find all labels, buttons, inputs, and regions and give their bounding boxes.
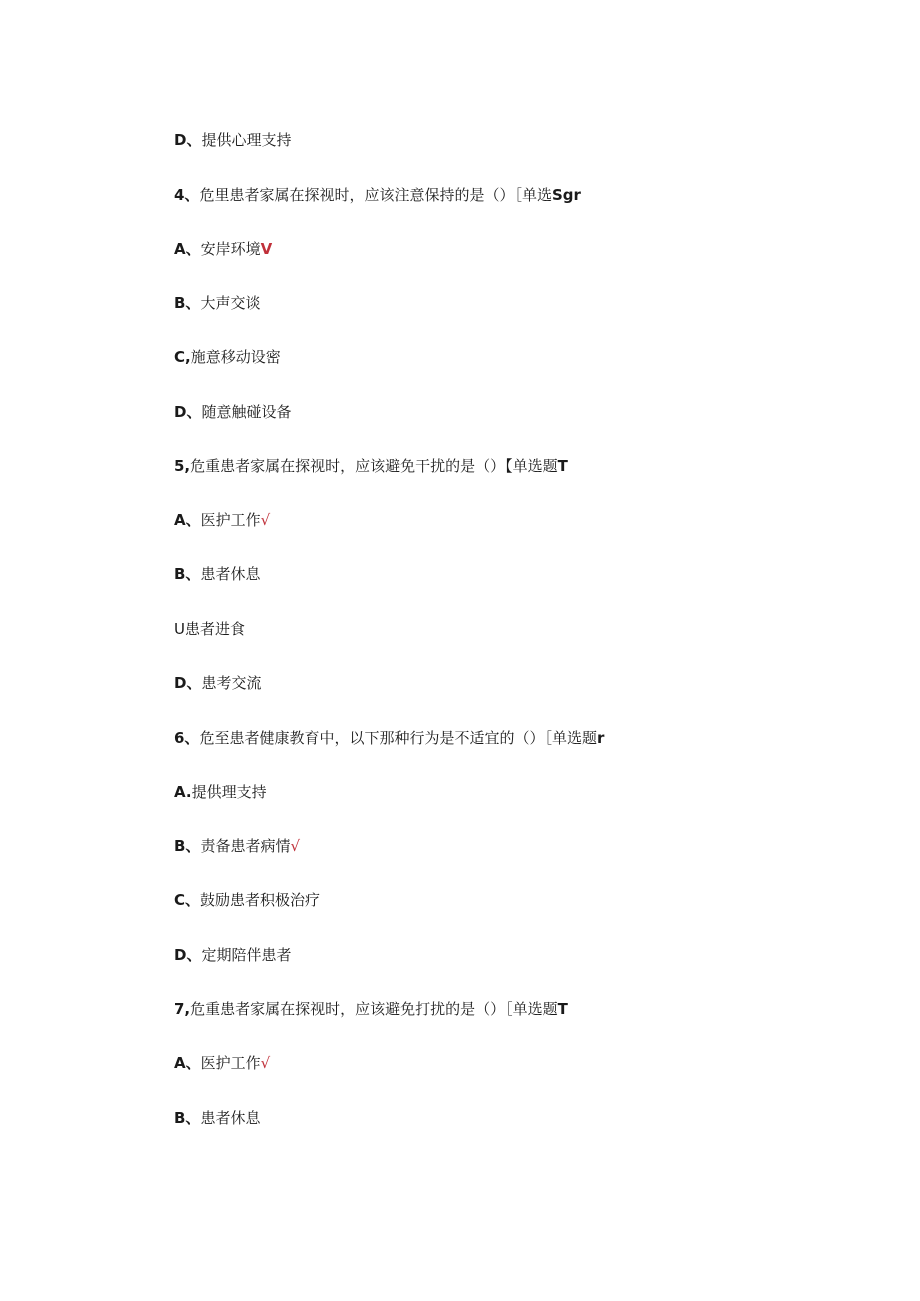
option-text: 责备患者病情	[200, 837, 291, 855]
option-text: 随意触碰设备	[201, 403, 292, 421]
option-b-line	[174, 293, 260, 313]
question-number: 5,	[174, 457, 191, 475]
question-text: 危至患者健康教育中，以下那种行为是不适宜的（）［单选题	[199, 729, 597, 747]
option-label: B、	[174, 565, 201, 583]
option-label: D、	[174, 674, 202, 692]
question-type-suffix: T	[557, 457, 568, 475]
option-label: C,	[174, 348, 191, 366]
question-text: 危重患者家属在探视时，应该避免干扰的是（）【单选题	[190, 457, 558, 475]
option-c-line	[174, 890, 320, 910]
option-b-line	[174, 836, 300, 856]
question-5-line	[174, 456, 568, 476]
option-text: 医护工作	[200, 1054, 261, 1072]
question-7-line	[174, 999, 568, 1019]
option-a-line	[174, 782, 267, 802]
question-type-suffix: Sgr	[551, 186, 581, 204]
question-text: 危重患者家属在探视时，应该避免打扰的是（）［单选题	[190, 1000, 558, 1018]
question-type-suffix: T	[557, 1000, 568, 1018]
option-text: 大声交谈	[200, 294, 261, 312]
question-type-suffix: r	[596, 729, 605, 747]
option-b-line	[174, 1108, 260, 1128]
question-number: 6、	[174, 729, 200, 747]
question-6-line	[174, 728, 604, 748]
correct-answer-mark: V	[260, 240, 273, 258]
question-4-line	[174, 185, 581, 205]
question-number: 7,	[174, 1000, 191, 1018]
correct-answer-mark: √	[290, 837, 301, 855]
option-a-line	[174, 1053, 270, 1073]
option-text: U患者进食	[174, 620, 245, 638]
option-b-line	[174, 564, 260, 584]
option-label: A、	[174, 240, 201, 258]
option-text: 定期陪伴患者	[201, 946, 292, 964]
option-label: A、	[174, 1054, 201, 1072]
option-d-line	[174, 945, 291, 965]
option-label: A.	[174, 783, 192, 801]
option-label: D、	[174, 131, 202, 149]
option-text: 提供理支持	[191, 783, 267, 801]
option-d-line	[174, 402, 291, 422]
option-text: 施意移动设密	[190, 348, 281, 366]
option-a-line	[174, 239, 272, 259]
question-text: 危里患者家属在探视时，应该注意保持的是（）［单选	[199, 186, 552, 204]
option-text: 患考交流	[201, 674, 262, 692]
option-a-line	[174, 510, 270, 530]
option-text: 患者休息	[200, 565, 261, 583]
option-text: 安岸环境	[200, 240, 261, 258]
option-c-line	[174, 347, 281, 367]
option-text: 医护工作	[200, 511, 261, 529]
option-c-line	[174, 619, 245, 639]
option-label: B、	[174, 1109, 201, 1127]
option-d-line	[174, 673, 261, 693]
option-label: B、	[174, 837, 201, 855]
correct-answer-mark: √	[260, 1054, 271, 1072]
option-label: A、	[174, 511, 201, 529]
option-text: 提供心理支持	[201, 131, 292, 149]
option-d-line	[174, 130, 291, 150]
correct-answer-mark: √	[260, 511, 271, 529]
option-label: D、	[174, 946, 202, 964]
option-text: 患者休息	[200, 1109, 261, 1127]
option-label: C、	[174, 891, 201, 909]
option-text: 鼓励患者积极治疗	[200, 891, 321, 909]
question-number: 4、	[174, 186, 200, 204]
option-label: B、	[174, 294, 201, 312]
option-label: D、	[174, 403, 202, 421]
